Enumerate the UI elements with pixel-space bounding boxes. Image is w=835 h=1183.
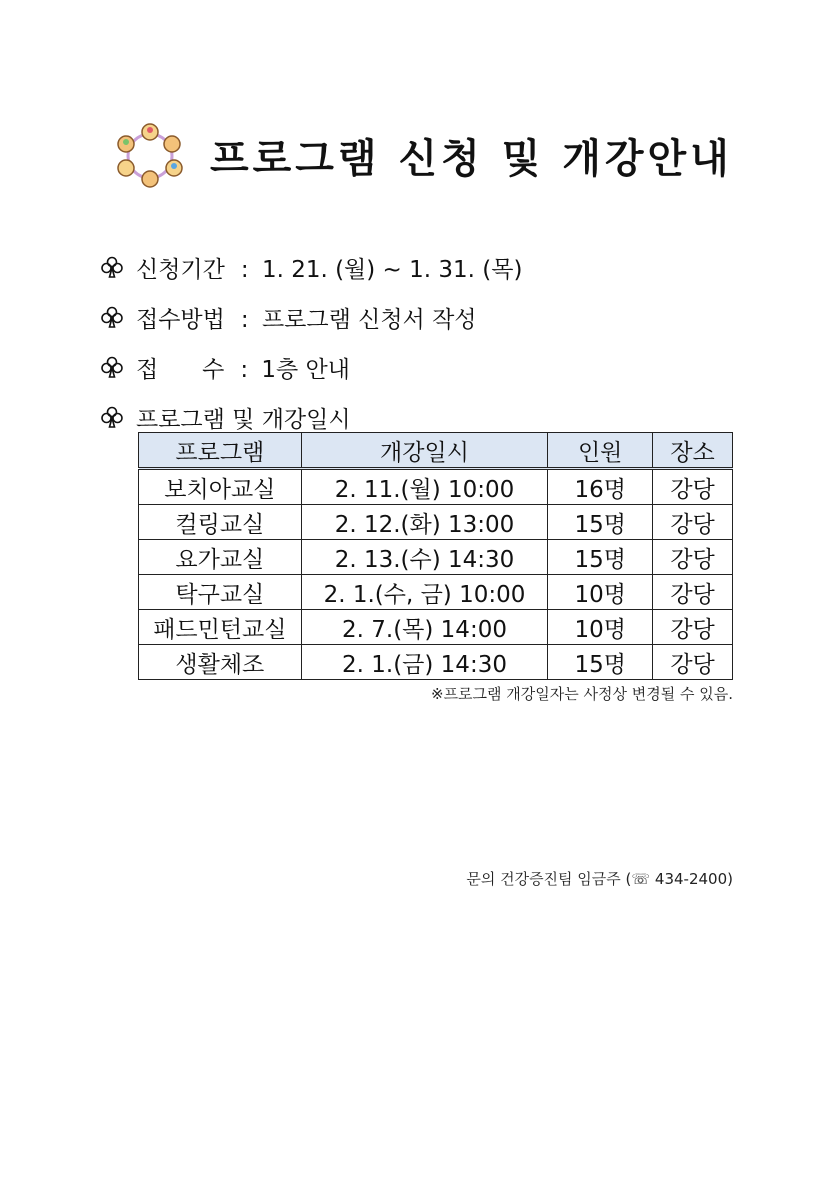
info-item-method	[100, 292, 522, 342]
program-cell: 요가교실	[139, 540, 302, 575]
column-header: 장소	[653, 433, 733, 469]
page-title: 프로그램 신청 및 개강안내	[210, 135, 733, 182]
table-row	[139, 505, 733, 540]
capacity-cell: 15명	[548, 645, 653, 680]
info-value: : 1층 안내	[240, 356, 350, 383]
place-cell: 강당	[653, 645, 733, 680]
table-row	[139, 610, 733, 645]
info-value: : 프로그램 신청서 작성	[240, 306, 477, 333]
info-label: 신청기간	[136, 256, 225, 283]
program-cell: 보치아교실	[139, 469, 302, 505]
capacity-cell: 10명	[548, 575, 653, 610]
program-table	[138, 432, 733, 680]
place-cell: 강당	[653, 469, 733, 505]
place-cell: 강당	[653, 610, 733, 645]
capacity-cell: 10명	[548, 610, 653, 645]
capacity-cell: 15명	[548, 505, 653, 540]
program-cell: 컬링교실	[139, 505, 302, 540]
club-icon	[100, 305, 124, 329]
capacity-cell: 16명	[548, 469, 653, 505]
club-icon	[100, 355, 124, 379]
date-cell: 2. 12.(화) 13:00	[301, 505, 548, 540]
table-row	[139, 575, 733, 610]
club-icon	[100, 255, 124, 279]
place-cell: 강당	[653, 540, 733, 575]
column-header: 개강일시	[301, 433, 548, 469]
info-label: 접 수	[136, 356, 225, 383]
info-item-reception	[100, 342, 522, 392]
table-row	[139, 469, 733, 505]
children-circle-logo	[110, 122, 190, 188]
table-row	[139, 540, 733, 575]
table-header-row	[139, 433, 733, 469]
section-heading: 프로그램 및 개강일시	[136, 406, 351, 433]
info-item-period	[100, 242, 522, 292]
contact-info: 문의 건강증진팀 임금주 (☏ 434-2400)	[466, 870, 733, 888]
title-row	[110, 122, 733, 188]
capacity-cell: 15명	[548, 540, 653, 575]
program-cell: 생활체조	[139, 645, 302, 680]
date-cell: 2. 7.(목) 14:00	[301, 610, 548, 645]
info-list	[100, 242, 522, 442]
program-cell: 탁구교실	[139, 575, 302, 610]
column-header: 인원	[548, 433, 653, 469]
place-cell: 강당	[653, 575, 733, 610]
column-header: 프로그램	[139, 433, 302, 469]
place-cell: 강당	[653, 505, 733, 540]
info-value: : 1. 21. (월) ~ 1. 31. (목)	[240, 256, 523, 283]
club-icon	[100, 405, 124, 429]
date-cell: 2. 1.(수, 금) 10:00	[301, 575, 548, 610]
program-cell: 패드민턴교실	[139, 610, 302, 645]
info-label: 접수방법	[136, 306, 225, 333]
table-row	[139, 645, 733, 680]
date-cell: 2. 1.(금) 14:30	[301, 645, 548, 680]
date-cell: 2. 11.(월) 10:00	[301, 469, 548, 505]
schedule-note: ※프로그램 개강일자는 사정상 변경될 수 있음.	[431, 685, 733, 703]
date-cell: 2. 13.(수) 14:30	[301, 540, 548, 575]
